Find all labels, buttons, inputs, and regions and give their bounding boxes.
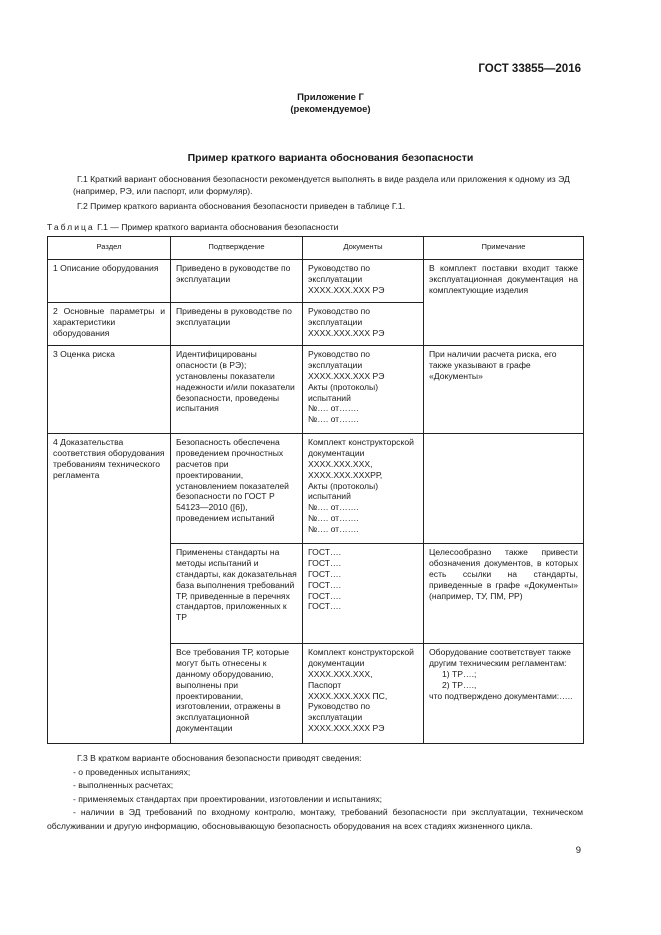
document-line: ХХХХ.ХХХ.ХХХ РЭ: [308, 370, 385, 381]
row-note: [424, 643, 584, 743]
row-documents: [303, 345, 424, 433]
g3-list-item: - о проведенных испытаниях;: [73, 766, 191, 777]
paragraph-g2: Г.2 Пример краткого варианта обоснования безопасности приведен в таблице Г.1.: [77, 201, 406, 211]
header-note: Примечание: [424, 237, 584, 260]
document-line: ХХХХ.ХХХ.ХХХРР,: [308, 469, 383, 480]
header-section: Раздел: [48, 237, 171, 260]
document-line: ГОСТ….: [308, 557, 342, 568]
document-line: ХХХХ.ХХХ.ХХХ РЭ: [308, 327, 385, 338]
document-line: ХХХХ.ХХХ.ХХХ ПС,: [308, 690, 388, 701]
note-line: Оборудование соответствует также другим техническим регламентам:: [429, 646, 571, 668]
row-documents: [303, 433, 424, 543]
section-title: Пример краткого варианта обоснования безопасности: [187, 152, 474, 164]
table-caption-prefix: Таблица: [47, 222, 95, 232]
document-line: №…. от…….: [308, 524, 359, 535]
header-confirmation: Подтверждение: [171, 237, 303, 260]
row-note: В комплект поставки входит также эксплуатационная документация на комплектующие изделия: [424, 259, 584, 345]
note-line: 1) ТР….;: [442, 668, 477, 679]
paragraph-g3: [47, 752, 583, 833]
row-documents: [303, 259, 424, 302]
row-note: [424, 433, 584, 543]
document-line: Комплект конструкторской документации: [308, 436, 414, 458]
document-line: ХХХХ.ХХХ.ХХХ РЭ: [308, 284, 385, 295]
document-line: Руководство по эксплуатации: [308, 262, 371, 284]
document-line: Руководство по эксплуатации: [308, 305, 371, 327]
document-line: №…. от…….: [308, 502, 359, 513]
table-caption-text: Г.1 — Пример краткого варианта обоснования безопасности: [94, 222, 339, 232]
row-note: Целесообразно также привести обозначения документов, в которых есть ссылки на стандарты, приведенные в графе «Документы» (например, ТУ, ПМ, РР): [424, 543, 584, 643]
table-row: [48, 345, 584, 433]
document-line: №…. от…….: [308, 513, 359, 524]
row-confirmation: Приведены в руководстве по эксплуатации: [171, 302, 303, 345]
annex-subtitle: (рекомендуемое): [290, 104, 371, 115]
row-documents: [303, 643, 424, 743]
page-number: 9: [575, 845, 581, 856]
document-line: Комплект конструкторской документации: [308, 646, 414, 668]
row-note: При наличии расчета риска, его также указывают в графе «Документы»: [424, 345, 584, 433]
row-section: 4 Доказательства соответствия оборудования требованиям технического регламента: [48, 433, 171, 743]
document-line: ГОСТ….: [308, 601, 342, 612]
row-confirmation: Идентифицированы опасности (в РЭ); установлены показатели надежности и/или показатели безопасности, проведены испытания: [171, 345, 303, 433]
safety-justification-table: [47, 236, 584, 744]
row-confirmation: Безопасность обеспечена проведением прочностных расчетов при проектировании, установлением показателей безопасности по ГОСТ Р 54123—2010 ([6]), проведением испытаний: [171, 433, 303, 543]
row-section: 3 Оценка риска: [48, 345, 171, 433]
document-line: Руководство по эксплуатации: [308, 701, 371, 723]
document-line: ХХХХ.ХХХ.ХХХ,: [308, 458, 373, 469]
row-confirmation: Все требования ТР, которые могут быть отнесены к данному оборудованию, выполнены при проектировании, изготовлении, отражены в эксплуатационной документации: [171, 643, 303, 743]
document-line: ХХХХ.ХХХ.ХХХ,: [308, 668, 373, 679]
note-line: что подтверждено документами:…..: [429, 690, 573, 701]
document-line: Руководство по эксплуатации: [308, 348, 371, 370]
document-line: №…. от…….: [308, 403, 359, 414]
document-line: №…. от…….: [308, 414, 359, 425]
row-section: 2 Основные параметры и характеристики оборудования: [48, 302, 171, 345]
row-confirmation: Применены стандарты на методы испытаний и стандарты, как доказательная база выполнения требований ТР, приведенные в перечнях стандартов, приложенных к ТР: [171, 543, 303, 643]
annex-heading: [0, 92, 661, 116]
g3-list-item: - наличии в ЭД требований по входному контролю, монтажу, требований безопасности при эксплуатации, техническом обслуживании и другую информацию, обосновывающую безопасность оборудования на всех стадиях жизненного цикла.: [47, 807, 583, 831]
table-caption: [47, 222, 338, 232]
document-line: ГОСТ….: [308, 568, 342, 579]
g3-list-item: - выполненных расчетах;: [73, 780, 174, 790]
document-line: Акты (протоколы) испытаний: [308, 480, 379, 502]
header-documents: Документы: [303, 237, 424, 260]
note-line: 2) ТР….,: [442, 679, 477, 690]
document-line: ГОСТ….: [308, 579, 342, 590]
document-line: Акты (протоколы) испытаний: [308, 381, 379, 403]
row-section: 1 Описание оборудования: [48, 259, 171, 302]
table-header-row: [48, 237, 584, 260]
document-line: ГОСТ….: [308, 546, 342, 557]
document-line: ГОСТ….: [308, 590, 342, 601]
annex-title: Приложение Г: [297, 92, 364, 103]
row-documents: [303, 543, 424, 643]
table-row: [48, 433, 584, 543]
paragraph-g1: Г.1 Краткий вариант обоснования безопасности рекомендуется выполнять в виде раздела или приложения к одному из ЭД (например, РЭ, или паспорт, или формуляр).: [73, 174, 570, 196]
g3-list-item: - применяемых стандартах при проектировании, изготовлении и испытаниях;: [73, 793, 383, 804]
table-row: [48, 259, 584, 302]
g3-intro: Г.3 В кратком варианте обоснования безопасности приводят сведения:: [77, 753, 362, 763]
row-confirmation: Приведено в руководстве по эксплуатации: [171, 259, 303, 302]
document-line: ХХХХ.ХХХ.ХХХ РЭ: [308, 723, 385, 734]
row-documents: [303, 302, 424, 345]
document-line: Паспорт: [308, 679, 342, 690]
document-code: ГОСТ 33855—2016: [478, 63, 581, 75]
